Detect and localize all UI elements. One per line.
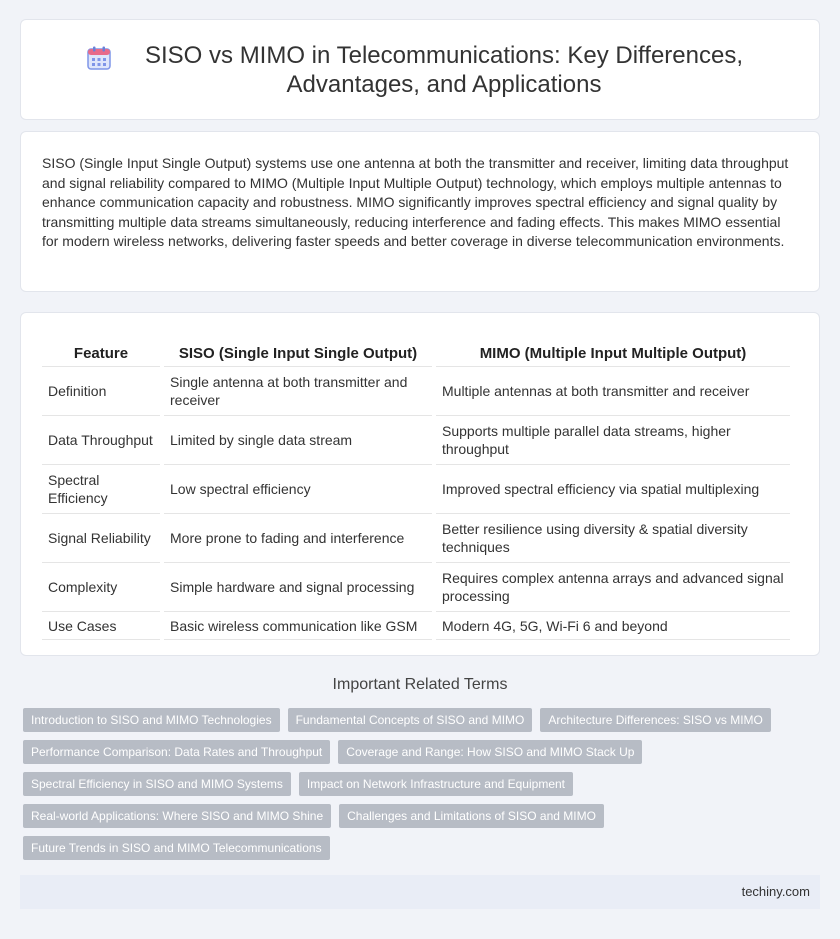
page-header: [20, 19, 820, 120]
mimo-cell: Better resilience using diversity & spatial diversity techniques: [436, 514, 790, 563]
comparison-table: [38, 335, 794, 640]
table-row: [42, 416, 790, 465]
header-mimo: MIMO (Multiple Input Multiple Output): [436, 335, 790, 367]
feature-cell: Data Throughput: [42, 416, 160, 465]
related-term-link[interactable]: Impact on Network Infrastructure and Equipment: [299, 772, 573, 796]
table-row: [42, 514, 790, 563]
siso-cell: More prone to fading and interference: [164, 514, 432, 563]
feature-cell: Signal Reliability: [42, 514, 160, 563]
related-terms-title: Important Related Terms: [332, 676, 508, 693]
mimo-cell: Improved spectral efficiency via spatial multiplexing: [436, 465, 790, 514]
calendar-icon: [86, 45, 112, 71]
siso-cell: Single antenna at both transmitter and receiver: [164, 367, 432, 416]
mimo-cell: Modern 4G, 5G, Wi-Fi 6 and beyond: [436, 612, 790, 640]
table-row: [42, 465, 790, 514]
feature-cell: Spectral Efficiency: [42, 465, 160, 514]
related-term-link[interactable]: Fundamental Concepts of SISO and MIMO: [288, 708, 533, 732]
related-term-link[interactable]: Performance Comparison: Data Rates and Throughput: [23, 740, 330, 764]
table-header-row: [42, 335, 790, 367]
siso-cell: Limited by single data stream: [164, 416, 432, 465]
related-term-link[interactable]: Coverage and Range: How SISO and MIMO Stack Up: [338, 740, 642, 764]
header-feature: Feature: [42, 335, 160, 367]
related-terms-list: [23, 708, 813, 860]
footer-brand[interactable]: techiny.com: [741, 884, 810, 899]
siso-cell: Low spectral efficiency: [164, 465, 432, 514]
intro-card: [20, 131, 820, 292]
related-term-link[interactable]: Real-world Applications: Where SISO and MIMO Shine: [23, 804, 331, 828]
table-row: [42, 612, 790, 640]
siso-cell: Simple hardware and signal processing: [164, 563, 432, 612]
header-siso: SISO (Single Input Single Output): [164, 335, 432, 367]
page-title: SISO vs MIMO in Telecommunications: Key Differences, Advantages, and Applications: [145, 41, 743, 98]
intro-text: SISO (Single Input Single Output) systems use one antenna at both the transmitter and receiver, limiting data throughput and signal reliability compared to MIMO (Multiple Input Multiple Output) technology, which employs multiple antennas to enhance communication capacity and robustness. MIMO significantly improves spectral efficiency and signal quality by transmitting multiple data streams simultaneously, reducing interference and fading effects. This makes MIMO essential for modern wireless networks, delivering faster speeds and better coverage in diverse telecommunication environments.: [42, 155, 789, 250]
siso-cell: Basic wireless communication like GSM: [164, 612, 432, 640]
related-term-link[interactable]: Future Trends in SISO and MIMO Telecommunications: [23, 836, 330, 860]
table-row: [42, 367, 790, 416]
mimo-cell: Multiple antennas at both transmitter and receiver: [436, 367, 790, 416]
feature-cell: Definition: [42, 367, 160, 416]
comparison-table-card: [20, 312, 820, 656]
related-term-link[interactable]: Architecture Differences: SISO vs MIMO: [540, 708, 771, 732]
page-footer: [20, 875, 820, 909]
feature-cell: Complexity: [42, 563, 160, 612]
related-term-link[interactable]: Spectral Efficiency in SISO and MIMO Systems: [23, 772, 291, 796]
mimo-cell: Requires complex antenna arrays and advanced signal processing: [436, 563, 790, 612]
mimo-cell: Supports multiple parallel data streams, higher throughput: [436, 416, 790, 465]
table-row: [42, 563, 790, 612]
related-term-link[interactable]: Introduction to SISO and MIMO Technologies: [23, 708, 280, 732]
related-term-link[interactable]: Challenges and Limitations of SISO and MIMO: [339, 804, 604, 828]
feature-cell: Use Cases: [42, 612, 160, 640]
